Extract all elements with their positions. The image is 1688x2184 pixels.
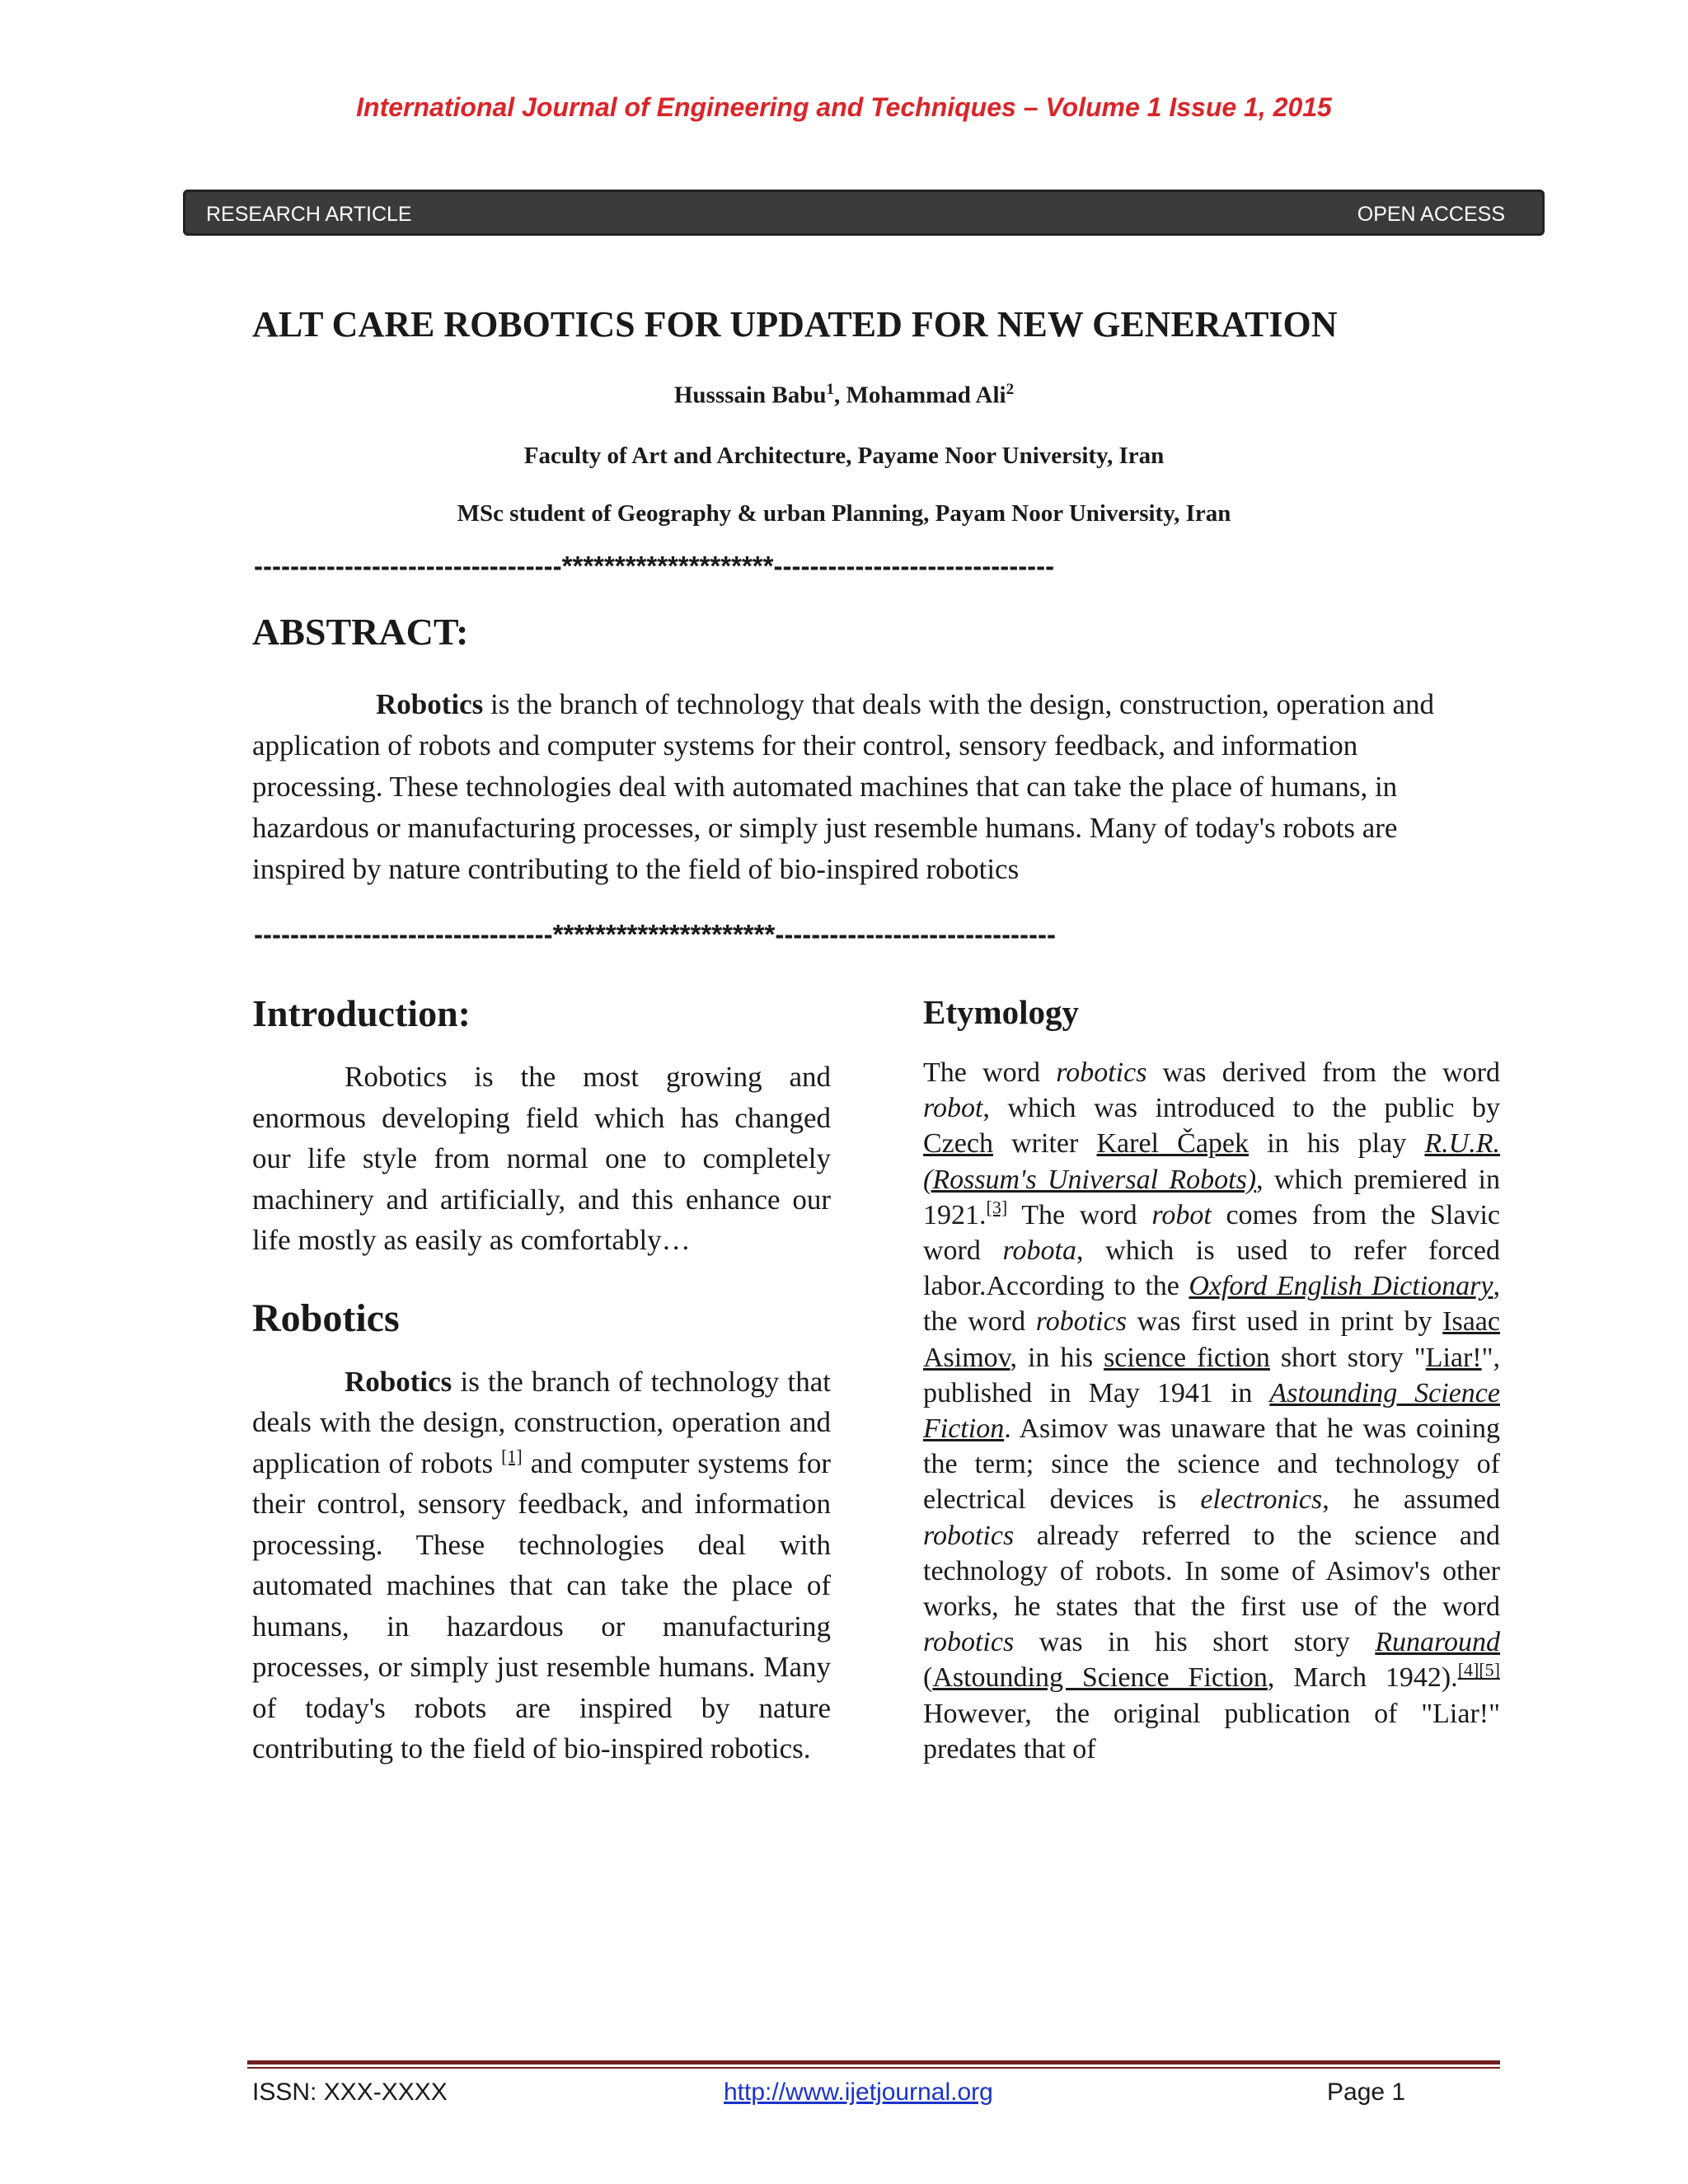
footer-rule-thin [247,2067,1500,2069]
affiliation-2: MSc student of Geography & urban Planning, Payam Noor University, Iran [457,500,1231,527]
author-separator: , [833,382,846,409]
open-access-label: OPEN ACCESS [1357,203,1505,226]
divider-bottom: ---------------------------------*********************------------------------------- [254,919,1057,949]
link-liar[interactable]: Liar! [1425,1342,1482,1373]
ref-3[interactable]: [3] [986,1197,1008,1218]
footer-issn: ISSN: XXX-XXXX [252,2079,448,2106]
footer-page-number: Page 1 [1327,2079,1406,2106]
link-science-fiction[interactable]: science fiction [1104,1342,1270,1373]
divider-top: ----------------------------------********************------------------------------- [254,551,1055,581]
link-czech[interactable]: Czech [923,1128,993,1160]
etymology-heading: Etymology [923,993,1080,1031]
link-rur[interactable]: R.U.R. (Rossum's Universal Robots) [923,1128,1500,1195]
ref-1[interactable]: [1] [501,1445,523,1466]
link-oxford-english-dictionary[interactable]: Oxford English Dictionary [1189,1271,1493,1302]
footer-rule-thick [247,2060,1500,2064]
article-type-bar [183,190,1545,236]
research-article-label: RESEARCH ARTICLE [206,203,412,226]
abstract-body: is the branch of technology that deals with the design, construction, operation and application of robots and computer systems for their control, sensory feedback, and information processing. These technologies deal with automated machines that can take the place of humans, in hazardous or manufacturing processes, or simply just resemble humans. Many of today's robots are inspired by nature contributing to the field of bio-inspired robotics [252,688,1435,885]
affiliation-1: Faculty of Art and Architecture, Payame Noor University, Iran [523,443,1165,469]
link-karel-capek[interactable]: Karel Čapek [1096,1128,1250,1160]
footer-url-link[interactable]: http://www.ijetjournal.org [724,2079,993,2106]
link-runaround[interactable]: Runaround [1375,1627,1500,1658]
introduction-heading: Introduction: [252,992,471,1034]
author-2: Mohammad Ali [846,382,1006,409]
introduction-text: Robotics is the most growing and enormous developing field which has changed our life style from normal one to completely machinery and artificially, and this enhance our life mostly as easily as comfortably… [252,1061,831,1256]
right-column [923,989,1500,1767]
abstract-heading: ABSTRACT: [252,611,469,653]
paper-title: ALT CARE ROBOTICS FOR UPDATED FOR NEW GENERATION [252,304,1338,344]
robotics-text: Robotics is the branch of technology that deals with the design, construction, operation and application of robots [1] and computer systems for their control, sensory feedback, and information processing. These technologies deal with automated machines that can take the place of humans, in hazardous or manufacturing processes, or simply just resemble humans. Many of today's robots are inspired by nature contributing to the field of bio-inspired robotics. [252,1365,831,1765]
author-1-sup: 1 [826,381,834,398]
ref-4-5[interactable]: [4][5] [1457,1660,1500,1681]
authors [0,381,1688,410]
link-astounding-science-fiction[interactable]: Astounding Science Fiction [923,1377,1500,1445]
author-2-sup: 2 [1006,381,1015,398]
link-astounding-science-fiction-2[interactable]: Astounding Science Fiction [932,1662,1268,1694]
author-1: Husssain Babu [673,382,827,409]
abstract-text [252,684,1489,890]
robotics-heading: Robotics [252,1296,400,1340]
etymology-text: The word robotics was derived from the word robot, which was introduced to the public by Czech writer Karel Čapek in his play R.U.R. (Rossum's Universal Robots), which premiered in 1921.[3] The word robot comes from the Slavic word robota, which is used to refer forced labor.According to the Oxford English Dictionary, the word robotics was first used in print by Isaac Asimov, in his science fiction short story "Liar!", published in May 1941 in Astounding Science Fiction. Asimov was unaware that he was coining the term; since the science and technology of electrical devices is electronics, he assumed robotics already referred to the science and technology of robots. In some of Asimov's other works, he states that the first use of the word robotics was in his short story Runaround (Astounding Science Fiction, March 1942).[4][5] However, the original publication of "Liar!" predates that of [923,1057,1501,1765]
link-isaac-asimov[interactable]: Isaac Asimov [923,1306,1500,1373]
abstract-lead: Robotics [376,688,484,720]
journal-header: International Journal of Engineering and Techniques – Volume 1 Issue 1, 2015 [356,92,1332,122]
left-column [252,989,831,1769]
